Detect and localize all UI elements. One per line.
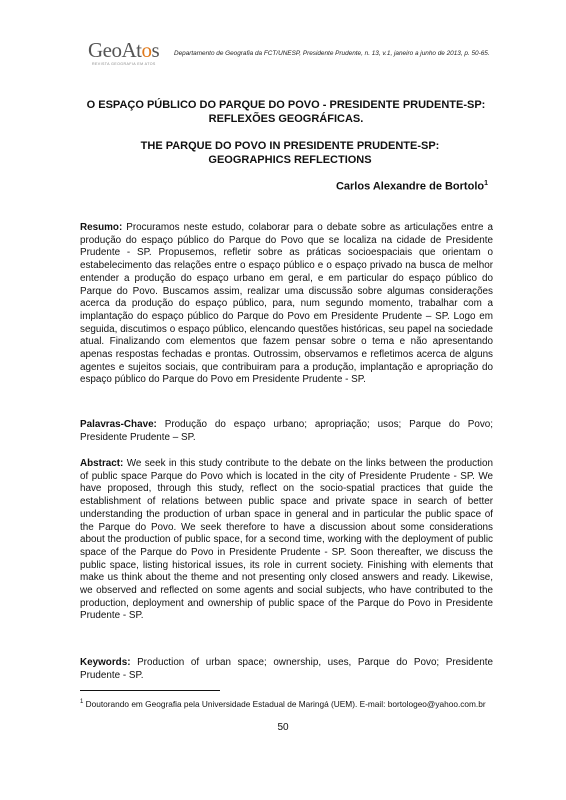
author-name: Carlos Alexandre de Bortolo	[335, 180, 485, 193]
journal-logo	[88, 38, 168, 68]
keywords-label: Keywords:	[80, 657, 131, 668]
page-number: 50	[277, 722, 289, 733]
palavras-chave-text: Produção do espaço urbano; apropriação; usos; Parque do Povo; Presidente Prudente – SP.	[80, 419, 493, 443]
abstract-text: We seek in this study contribute to the debate on the links between the production of public space Parque do Povo which is located in the city of Presidente Prudente - SP. We have proposed, through this study, reflect on the socio-spatial practices that guide the establishment of relations between public space and private space in search of better understanding the production of urban space in general and in particular the public space of the Parque do Povo. We seek therefore to have a discussion about some considerations about the production of public space, for a second time, working with the deployment of public space of the Parque do Povo in Presidente Prudente - SP. Soon thereafter, we discuss the public space, listing historical issues, its role in current society. Finishing with elements that make us think about the theme and not presenting only closed answers and ready. Likewise, we observed and reflected on some agents and social subjects, who have contributed to the production, deployment and ownership of public space of the Parque do Povo in Presidente Prudente - SP.	[80, 458, 493, 622]
footnote-divider	[80, 690, 220, 691]
resumo-text: Procuramos neste estudo, colaborar para o debate sobre as articulações entre a produção do espaço público do Parque do Povo que se localiza na cidade de Presidente Prudente - SP. Propusemos, refletir sobre as práticas socioespaciais que orientam o estabelecimento das relações entre o espaço público e o espaço privado na busca de melhor entender a produção do espaço urbano em geral, e em particular do espaço público do Parque do Povo. Buscamos assim, realizar uma discussão sobre algumas considerações acerca da produção do espaço público, para, num segundo momento, trabalhar com a implantação do espaço público do Parque do Povo em Presidente Prudente – SP. Logo em seguida, discutimos o espaço público, elencando questões históricas, seu papel na sociedade atual. Finalizando com elementos que fazem pensar sobre o tema e não apresentando apenas respostas fechadas e prontas. Outrossim, observamos e refletimos acerca de alguns agentes e sujeitos sociais, que contribuiram para a produção, implantação e apropriação do espaço público do Parque do Povo em Presidente Prudente - SP.	[80, 222, 493, 386]
title-english: THE PARQUE DO POVO IN PRESIDENTE PRUDENTE-SP: GEOGRAPHICS REFLECTIONS	[140, 140, 440, 166]
author-footnote-mark: 1	[484, 180, 488, 187]
abstract-label: Abstract:	[80, 458, 124, 469]
logo-wordmark: GeoAtos	[88, 38, 160, 62]
author-line	[336, 180, 488, 193]
abstract-paragraph	[80, 458, 493, 623]
title-portuguese: O ESPAÇO PÚBLICO DO PARQUE DO POVO - PRESIDENTE PRUDENTE-SP: REFLEXÕES GEOGRÁFICAS.	[86, 99, 486, 125]
palavras-chave-paragraph	[80, 419, 493, 444]
footnote	[80, 697, 493, 709]
keywords-paragraph	[80, 657, 493, 682]
logo-subtitle: REVISTA GEOGRAFIA EM ATOS	[92, 62, 156, 66]
footnote-text: Doutorando em Geografia pela Universidade Estadual de Maringá (UEM). E-mail: bortologeo@yahoo.com.br	[85, 698, 486, 709]
journal-reference: Departamento de Geografia da FCT/UNESP, Presidente Prudente, n. 13, v.1, janeiro a junho de 2013, p. 50-65.	[174, 50, 490, 57]
palavras-chave-label: Palavras-Chave:	[80, 419, 157, 430]
footnote-mark: 1	[80, 699, 84, 705]
resumo-label: Resumo:	[80, 222, 123, 233]
page-header	[88, 38, 528, 68]
keywords-text: Production of urban space; ownership, uses, Parque do Povo; Presidente Prudente - SP.	[80, 657, 493, 681]
resumo-paragraph	[80, 222, 493, 387]
